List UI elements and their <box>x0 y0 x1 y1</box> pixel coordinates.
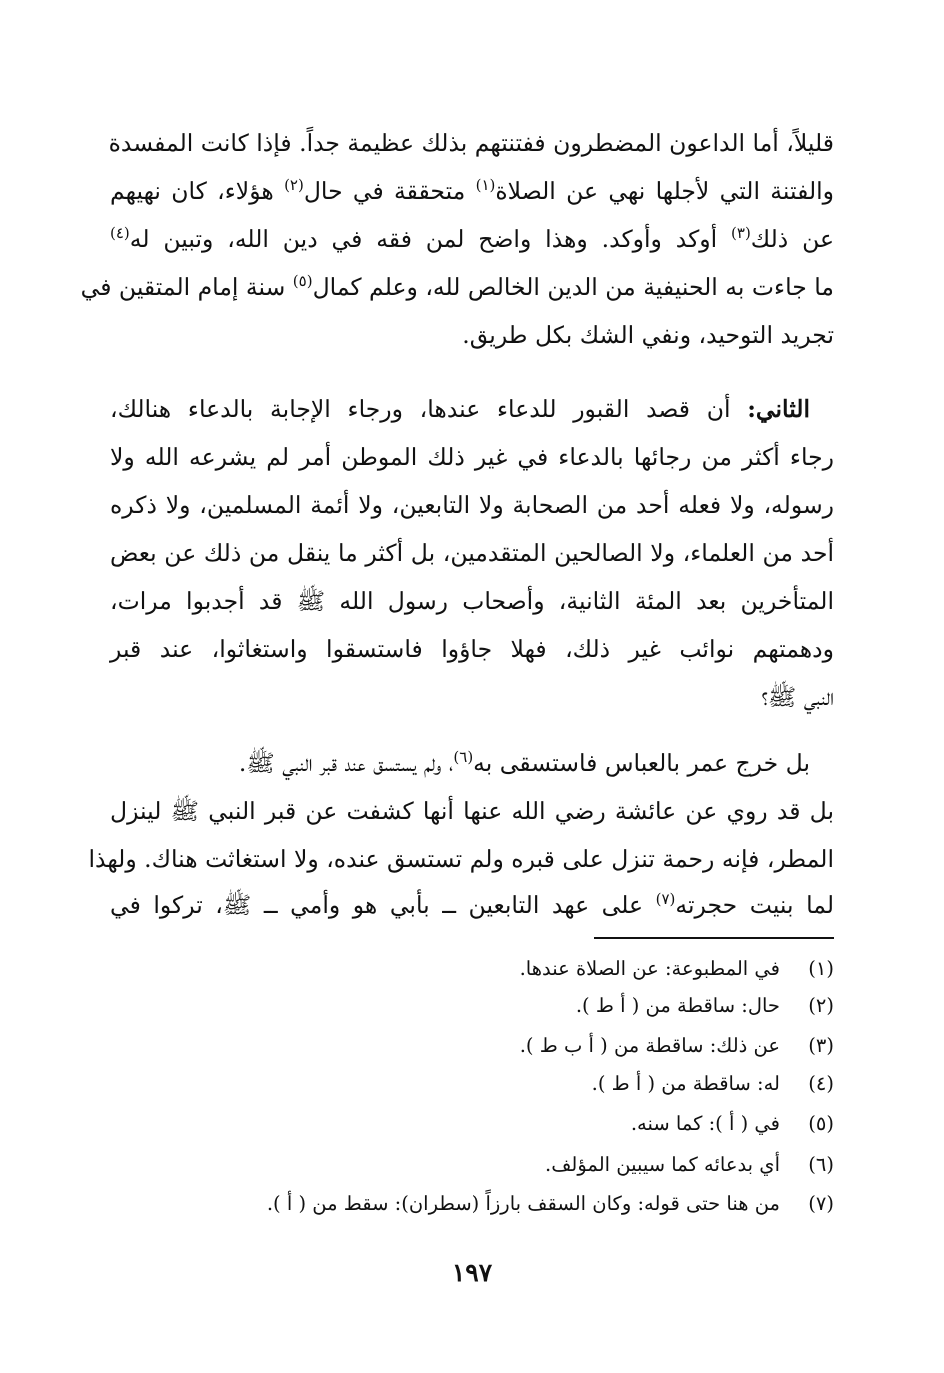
p2-line-4: أحد من العلماء، ولا الصالحين المتقدمين، بل أكثر ما ينقل من ذلك عن بعض <box>110 539 834 567</box>
footnote-ref-4[interactable]: (٤) <box>110 224 130 242</box>
p3-line-2: بل قد روي عن عائشة رضي الله عنها أنها كشفت عن قبر النبي ﷺ لينزل <box>110 797 834 825</box>
text-segment: على عهد التابعين ــ بأبي هو وأمي ــ ﷺ، تركوا في <box>110 891 656 919</box>
p2-line-6: ودهمتهم نوائب غير ذلك، فهلا جاؤوا فاستسقوا واستغاثوا، عند قبر <box>110 635 834 663</box>
footnote-number: (٧) <box>808 1192 834 1215</box>
footnote-text: أي بدعائه كما سيبين المؤلف. <box>545 1153 780 1176</box>
text-segment: ما جاءت به الحنيفية من الدين الخالص لله، وعلم كمال <box>312 273 834 301</box>
footnote-ref-6[interactable]: (٦) <box>453 748 474 766</box>
footnote-number: (٤) <box>808 1072 834 1095</box>
text-segment: بل خرج عمر بالعباس فاستسقى به <box>473 749 810 777</box>
footnote-separator <box>594 937 834 939</box>
p1-line-1: قليلاً، أما الداعون المضطرون ففتنتهم بذلك عظيمة جداً. فإذا كانت المفسدة <box>108 129 834 157</box>
footnote-number: (٥) <box>808 1112 834 1135</box>
footnote-text: من هنا حتى قوله: وكان السقف بارزاً (سطران): سقط من ( أ ). <box>266 1192 780 1215</box>
footnote-2 <box>110 990 834 1022</box>
footnote-number: (٦) <box>808 1153 834 1176</box>
footnote-number: (٣) <box>808 1034 834 1057</box>
p2-line-1 <box>110 385 834 433</box>
text-segment: لما بنيت حجرته <box>675 891 835 919</box>
footnote-5 <box>110 1108 834 1140</box>
text-segment: متحققة في حال <box>303 177 476 205</box>
text-segment: هؤلاء، كان نهيهم <box>110 177 285 205</box>
p3-line-3: المطر، فإنه رحمة تنزل على قبره ولم تستسق عنده، ولا استغاثت هناك. ولهذا <box>88 845 834 873</box>
p1-line-5: تجريد التوحيد، ونفي الشك بكل طريق. <box>462 321 834 349</box>
footnote-text: عن ذلك: ساقطة من ( أ ب ط ). <box>519 1034 780 1057</box>
text-segment: أوكد وأوكد. وهذا واضح لمن فقه في دين الله، وتبين له <box>129 225 732 253</box>
p2-line-7: النبي ﷺ؟ <box>761 683 834 711</box>
footnote-ref-1[interactable]: (١) <box>475 176 496 194</box>
footnote-text: في المطبوعة: عن الصلاة عندها. <box>519 957 780 980</box>
footnote-ref-2[interactable]: (٢) <box>284 176 304 194</box>
footnote-ref-3[interactable]: (٣) <box>731 224 751 242</box>
text-segment: سنة إمام المتقين في <box>80 273 293 301</box>
p1-line-4 <box>80 263 834 311</box>
footnote-number: (٢) <box>808 994 834 1017</box>
footnote-text: حال: ساقطة من ( أ ط ). <box>575 994 780 1017</box>
p2-line-5: المتأخرين بعد المئة الثانية، وأصحاب رسول الله ﷺ قد أجدبوا مرات، <box>110 587 834 615</box>
p3-line-4 <box>110 881 834 929</box>
text-segment: والفتنة التي لأجلها نهي عن الصلاة <box>495 177 834 205</box>
section-lead: الثاني: <box>747 395 810 423</box>
footnote-7 <box>110 1188 834 1220</box>
p3-line-1 <box>110 739 834 787</box>
p1-line-3 <box>110 215 834 263</box>
footnote-3 <box>110 1030 834 1062</box>
footnote-1 <box>110 953 834 985</box>
footnote-ref-7[interactable]: (٧) <box>655 890 676 908</box>
text-segment: أن قصد القبور للدعاء عندها، ورجاء الإجابة بالدعاء هنالك، <box>110 395 748 423</box>
text-segment: ، ولم يستسق عند قبر النبي ﷺ. <box>238 749 454 777</box>
footnote-4 <box>110 1068 834 1100</box>
page-number: ١٩٧ <box>451 1258 493 1287</box>
footnote-ref-5[interactable]: (٥) <box>292 272 313 290</box>
footnote-text: له: ساقطة من ( أ ط ). <box>591 1072 780 1095</box>
p2-line-3: رسوله، ولا فعله أحد من الصحابة ولا التابعين، ولا أئمة المسلمين، ولا ذكره <box>110 491 834 519</box>
footnote-number: (١) <box>808 957 834 980</box>
text-segment: عن ذلك <box>750 225 835 253</box>
p1-line-2 <box>110 167 834 215</box>
footnote-text: في ( أ ): كما سنه. <box>630 1112 780 1135</box>
p2-line-2: رجاء أكثر من رجائها بالدعاء في غير ذلك الموطن أمر لم يشرعه الله ولا <box>110 443 834 471</box>
footnote-6 <box>110 1149 834 1181</box>
